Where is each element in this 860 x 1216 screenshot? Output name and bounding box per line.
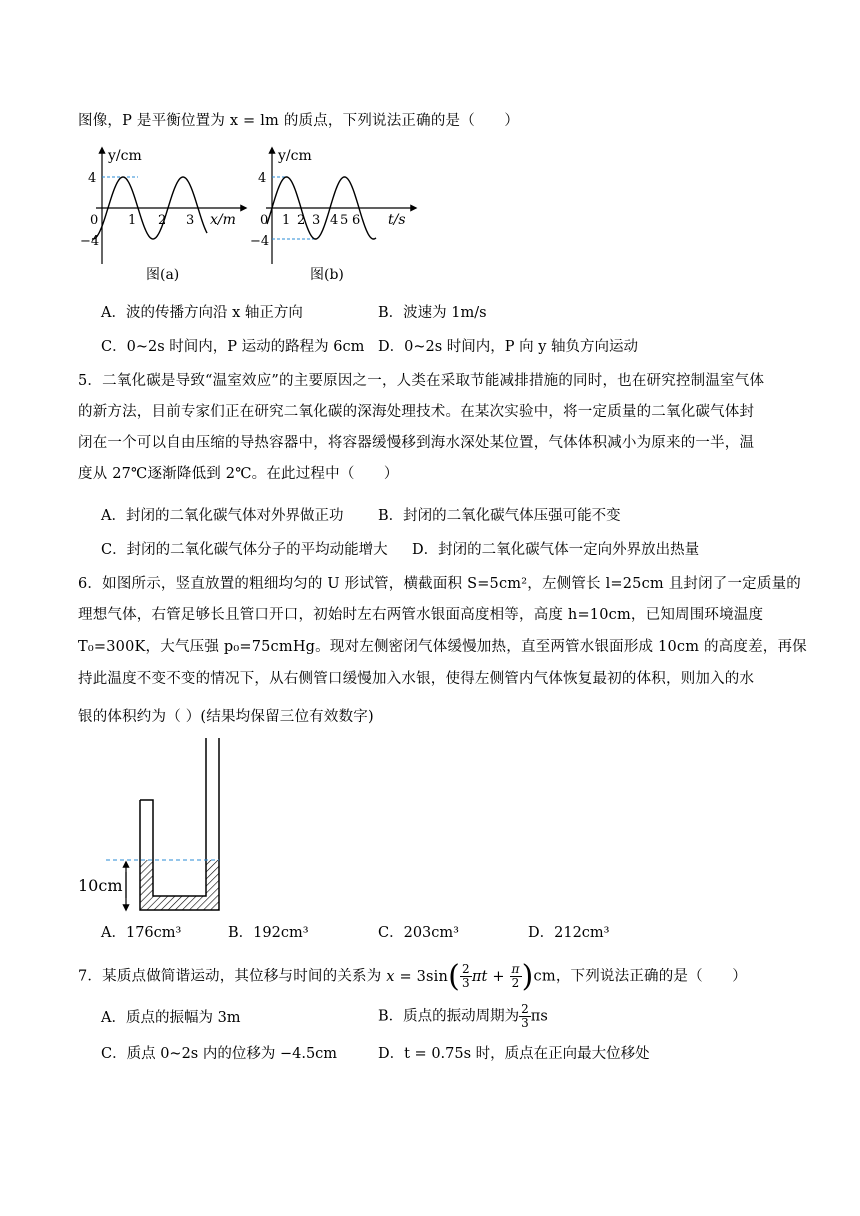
graph-b-caption: 图(b) (310, 267, 344, 283)
q4-option-a[interactable]: A．波的传播方向沿 x 轴正方向 (101, 305, 303, 321)
q7-formula: x = 3sin( $\frac{2}{3}$ πt + $\frac{\pi}{2}$ ) (386, 958, 534, 994)
q6-line-3: T₀=300K，大气压强 p₀=75cmHg。现对左侧密闭气体缓慢加热，直至两管水银面形成 10cm 的高度差，再保 (78, 639, 807, 655)
q5-line-3: 闭在一个可以自由压缩的导热容器中，将容器缓慢移到海水深处某位置，气体体积减小为原来的一半，温 (78, 435, 755, 451)
graph-b-xtick-6: 6 (352, 213, 361, 228)
q5-option-a[interactable]: A．封闭的二氧化碳气体对外界做正功 (101, 508, 344, 524)
graph-b-xtick-2: 2 (297, 213, 306, 228)
q7-stem-prefix: 7．某质点做简谐运动，其位移与时间的关系为 (78, 968, 382, 985)
q6-option-c[interactable]: C．203cm³ (378, 925, 459, 941)
graph-b-ytick-4: 4 (258, 171, 267, 186)
q5-option-c[interactable]: C．封闭的二氧化碳气体分子的平均动能增大 (101, 542, 388, 558)
q7-option-b[interactable]: B．质点的振动周期为 $\frac{2}{3}$ πs (378, 1002, 548, 1030)
q7-stem-suffix: cm，下列说法正确的是（ ） (533, 968, 747, 985)
q5-line-2: 的新方法，目前专家们正在研究二氧化碳的深海处理技术。在某次实验中，将一定质量的二氧化碳气体封 (78, 404, 755, 420)
graph-b-ytick-neg4: −4 (250, 234, 270, 249)
u-tube-figure (78, 738, 238, 916)
q4-option-d[interactable]: D．0~2s 时间内，P 向 y 轴负方向运动 (378, 339, 639, 355)
q4-option-b[interactable]: B．波速为 1m/s (378, 305, 487, 321)
wave-graph-a (78, 142, 248, 272)
graph-b-xtick-4: 4 (330, 213, 339, 228)
graph-b-xtick-0: 0 (260, 213, 269, 228)
graph-a-ytick-4: 4 (88, 171, 97, 186)
vibration-graph-b (248, 142, 418, 272)
q7-option-a[interactable]: A．质点的振幅为 3m (101, 1010, 241, 1026)
q5-line-1: 5．二氧化碳是导致“温室效应”的主要原因之一，人类在采取节能减排措施的同时，也在研究控制温室气体 (78, 373, 765, 389)
q5-line-4: 度从 27℃逐渐降低到 2℃。在此过程中（ ） (78, 466, 399, 482)
q6-line-5: 银的体积约为（ ）(结果均保留三位有效数字) (78, 709, 374, 725)
q4-stem-line: 图像，P 是平衡位置为 x = lm 的质点，下列说法正确的是（ ） (78, 113, 520, 129)
graph-a-xtick-1: 1 (128, 213, 137, 228)
q6-option-b[interactable]: B．192cm³ (228, 925, 309, 941)
graph-b-x-label: t/s (388, 212, 406, 228)
q7-option-b-suffix: πs (530, 1008, 548, 1025)
q5-option-d[interactable]: D．封闭的二氧化碳气体一定向外界放出热量 (412, 542, 700, 558)
graph-a-xtick-3: 3 (186, 213, 195, 228)
q6-option-d[interactable]: D．212cm³ (528, 925, 610, 941)
q6-line-1: 6．如图所示，竖直放置的粗细均匀的 U 形试管，横截面积 S=5cm²，左侧管长 l=25cm 且封闭了一定质量的 (78, 576, 801, 592)
graph-a-xtick-2: 2 (158, 213, 167, 228)
q5-option-b[interactable]: B．封闭的二氧化碳气体压强可能不变 (378, 508, 621, 524)
graph-a-ytick-neg4: −4 (80, 234, 100, 249)
q6-option-a[interactable]: A．176cm³ (101, 925, 182, 941)
u-tube-height-label: 10cm (78, 876, 123, 895)
graph-b-xtick-3: 3 (312, 213, 321, 228)
q6-line-2: 理想气体，右管足够长且管口开口，初始时左右两管水银面高度相等，高度 h=10cm，已知周围环境温度 (78, 607, 764, 623)
q7-option-b-prefix: B．质点的振动周期为 (378, 1008, 520, 1025)
graph-a-x-label: x/m (210, 212, 236, 228)
q7-option-d[interactable]: D．t = 0.75s 时，质点在正向最大位移处 (378, 1046, 650, 1062)
graph-a-xtick-0: 0 (90, 213, 99, 228)
graph-a-caption: 图(a) (146, 267, 180, 283)
q6-line-4: 持此温度不变不变的情况下，从右侧管口缓慢加入水银，使得左侧管内气体恢复最初的体积，则加入的水 (78, 671, 755, 687)
q7-option-c[interactable]: C．质点 0~2s 内的位移为 −4.5cm (101, 1046, 338, 1062)
graph-a-y-label: y/cm (108, 148, 142, 164)
q4-option-c[interactable]: C．0~2s 时间内，P 运动的路程为 6cm (101, 339, 365, 355)
q7-stem (78, 958, 747, 994)
graph-b-y-label: y/cm (278, 148, 312, 164)
graph-b-xtick-5: 5 (340, 213, 349, 228)
graph-b-xtick-1: 1 (282, 213, 291, 228)
